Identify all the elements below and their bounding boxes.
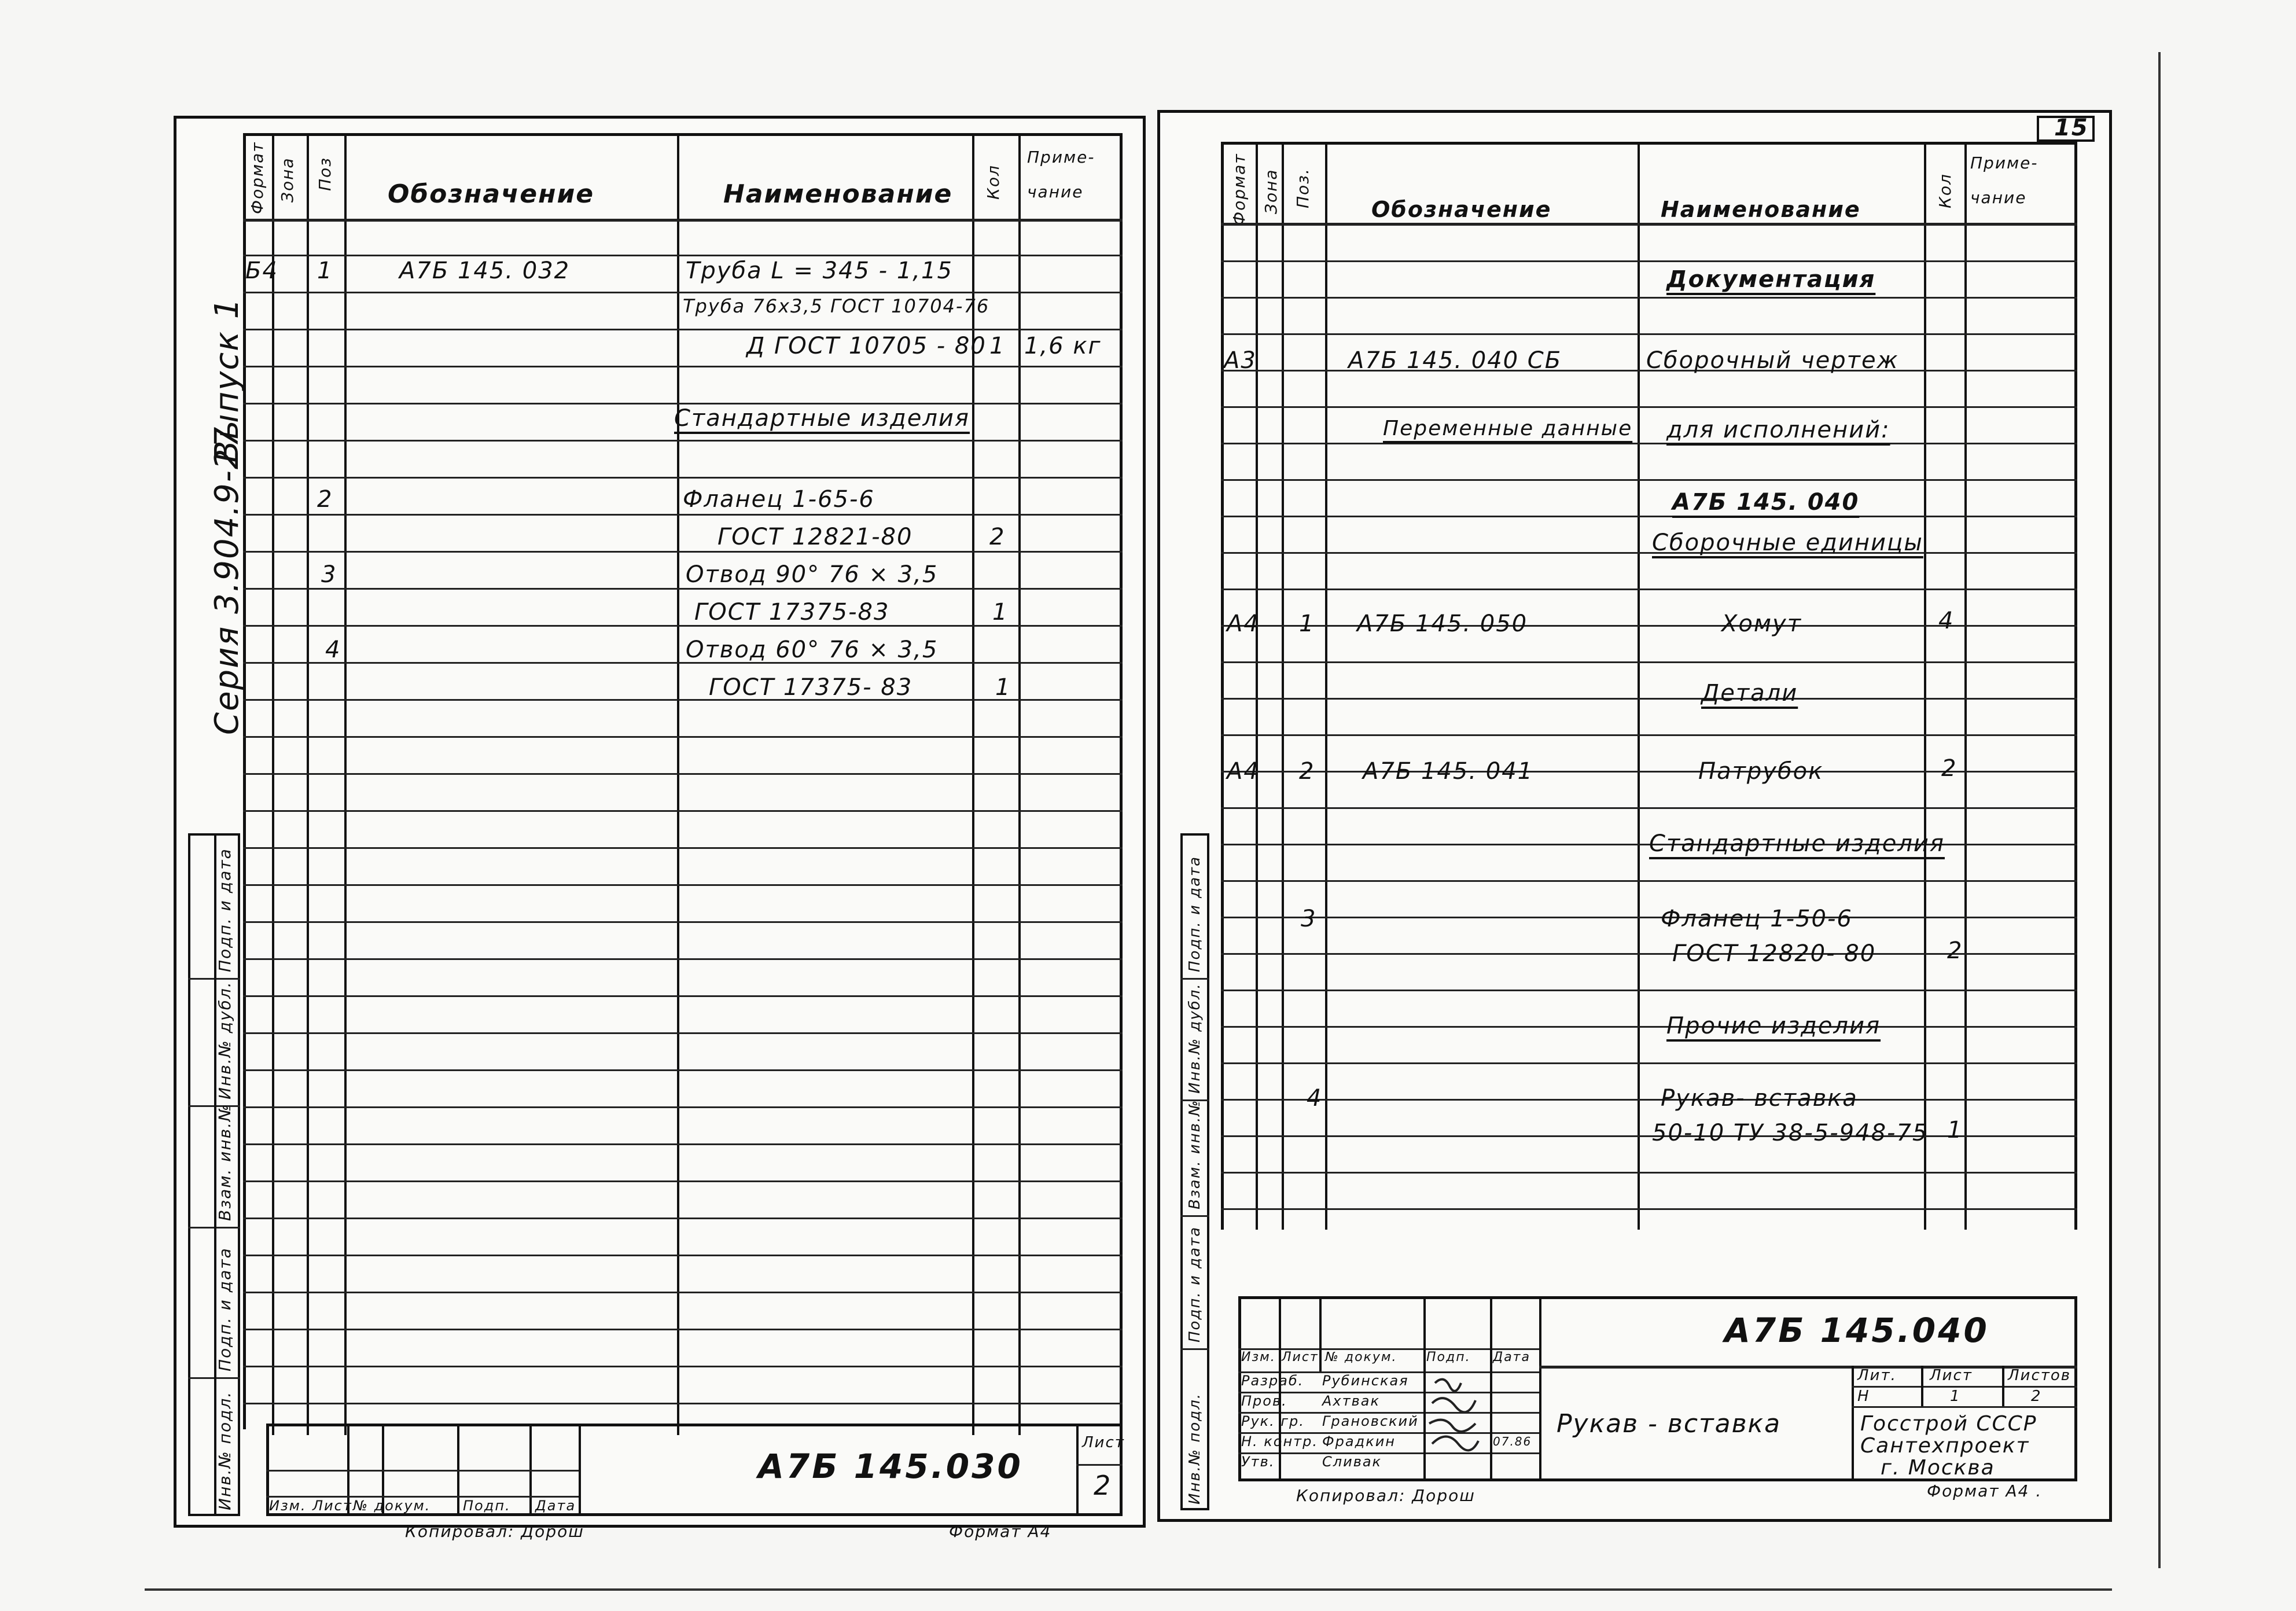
left-tb-podp: Подп. bbox=[463, 1498, 511, 1514]
right-row2-designation: А7Б 145. 040 СБ bbox=[1348, 347, 1562, 374]
row-line bbox=[1221, 1026, 2077, 1028]
right-row8-name: Патрубок bbox=[1698, 758, 1824, 785]
left-section-standard: Стандартные изделия bbox=[674, 405, 970, 432]
right-row13-name: Рукав- вставка bbox=[1661, 1085, 1858, 1112]
left-row1-format: Б4 bbox=[245, 258, 278, 284]
row-line bbox=[243, 1143, 1123, 1145]
left-row3-name: Д ГОСТ 10705 - 80 bbox=[746, 333, 987, 359]
right-listov-value: 2 bbox=[2031, 1388, 2042, 1405]
right-lit-label: Лит. bbox=[1857, 1367, 1897, 1384]
row-line bbox=[243, 1106, 1123, 1108]
row-line bbox=[243, 255, 1123, 256]
row-line bbox=[243, 921, 1123, 923]
right-header-designation: Обозначение bbox=[1371, 197, 1552, 222]
right-name-4: Фрадкин bbox=[1322, 1433, 1396, 1450]
row-line bbox=[243, 551, 1123, 553]
left-tb-data: Дата bbox=[535, 1498, 576, 1514]
right-role-3: Рук. гр. bbox=[1241, 1413, 1305, 1429]
row-line bbox=[1221, 260, 2077, 262]
left-header-note-1: Приме- bbox=[1027, 148, 1095, 167]
left-row7-pos: 3 bbox=[321, 561, 337, 588]
row-line bbox=[1221, 1208, 2077, 1210]
left-row9-pos: 4 bbox=[325, 637, 341, 663]
right-row13-pos: 4 bbox=[1307, 1085, 1323, 1112]
right-doc-number: А7Б 145.040 bbox=[1724, 1311, 1989, 1350]
row-line bbox=[243, 995, 1123, 997]
row-line bbox=[243, 958, 1123, 960]
right-header-qty: Кол bbox=[1936, 173, 1955, 208]
right-row8-format: А4 bbox=[1227, 758, 1260, 785]
right-row11-qty: 2 bbox=[1947, 937, 1963, 964]
left-row1-name: Труба L = 345 - 1,15 bbox=[686, 258, 953, 284]
right-row2-name: Сборочный чертеж bbox=[1646, 347, 1899, 374]
scan-line-bottom bbox=[145, 1588, 2112, 1591]
right-row14-name: 50-10 ТУ 38-5-948-75 bbox=[1652, 1120, 1929, 1146]
right-org-3: г. Москва bbox=[1881, 1456, 1995, 1480]
right-stamp-3: Взам. инв.№ bbox=[1186, 1099, 1204, 1209]
right-role-1: Разраб. bbox=[1241, 1373, 1304, 1389]
left-header-qty: Кол bbox=[984, 164, 1003, 200]
right-org-1: Госстрой СССР bbox=[1860, 1412, 2037, 1436]
right-row3-designation: Переменные данные bbox=[1383, 417, 1633, 440]
row-line bbox=[1221, 917, 2077, 918]
row-line bbox=[243, 1032, 1123, 1034]
row-line bbox=[1221, 880, 2077, 882]
left-sheet-number: 2 bbox=[1094, 1470, 1112, 1501]
row-line bbox=[243, 1180, 1123, 1182]
left-tb-izm: Изм. bbox=[269, 1498, 307, 1514]
left-row8-name: ГОСТ 17375-83 bbox=[694, 599, 890, 626]
row-line bbox=[1221, 333, 2077, 335]
left-stamp-1: Подп. и дата bbox=[215, 848, 234, 972]
left-row2-name: Труба 76х3,5 ГОСТ 10704-76 bbox=[683, 295, 990, 317]
left-stamp-2: Инв.№ дубл. bbox=[215, 981, 234, 1099]
right-row8-pos: 2 bbox=[1299, 758, 1315, 785]
right-header-zone: Зона bbox=[1261, 168, 1281, 214]
right-list-label: Лист bbox=[1930, 1367, 1973, 1384]
row-line bbox=[1221, 1172, 2077, 1174]
right-row3-name: для исполнений: bbox=[1666, 417, 1890, 443]
row-line bbox=[243, 736, 1123, 738]
right-header-format: Формат bbox=[1230, 153, 1249, 226]
row-line bbox=[1221, 990, 2077, 991]
row-line bbox=[1221, 698, 2077, 700]
right-row11-name: ГОСТ 12820- 80 bbox=[1672, 940, 1876, 967]
right-section-docs: Документация bbox=[1666, 266, 1876, 293]
row-line bbox=[243, 1069, 1123, 1071]
left-doc-number: А7Б 145.030 bbox=[758, 1447, 1023, 1486]
left-header-name: Наименование bbox=[723, 179, 953, 209]
right-row6-pos: 1 bbox=[1299, 610, 1315, 637]
right-tb-podp: Подп. bbox=[1426, 1350, 1471, 1364]
right-row6-designation: А7Б 145. 050 bbox=[1357, 610, 1528, 637]
row-line bbox=[243, 662, 1123, 664]
right-tb-list: Лист bbox=[1282, 1350, 1319, 1364]
row-line bbox=[243, 477, 1123, 479]
row-line bbox=[1221, 443, 2077, 444]
left-row6-qty: 2 bbox=[989, 524, 1006, 550]
left-row10-qty: 1 bbox=[995, 674, 1011, 701]
right-section-other: Прочие изделия bbox=[1666, 1013, 1881, 1039]
row-line bbox=[1221, 589, 2077, 590]
row-line bbox=[243, 1403, 1123, 1404]
right-header-name: Наименование bbox=[1661, 197, 1861, 222]
left-row8-qty: 1 bbox=[992, 599, 1009, 626]
row-line bbox=[1221, 479, 2077, 481]
right-copied: Копировал: Дорош bbox=[1296, 1486, 1476, 1505]
right-date-ncontr: 07.86 bbox=[1493, 1435, 1532, 1448]
row-line bbox=[243, 514, 1123, 516]
right-row14-qty: 1 bbox=[1947, 1117, 1963, 1143]
right-org-2: Сантехпроект bbox=[1860, 1434, 2030, 1458]
left-row5-pos: 2 bbox=[317, 486, 333, 513]
row-line bbox=[1221, 406, 2077, 408]
row-line bbox=[243, 1292, 1123, 1293]
left-format: Формат А4 bbox=[949, 1522, 1052, 1541]
row-line bbox=[1221, 1099, 2077, 1101]
row-line bbox=[243, 810, 1123, 812]
right-row10-name: Фланец 1-50-6 bbox=[1661, 906, 1853, 932]
left-header-format: Формат bbox=[248, 141, 267, 214]
right-tb-data: Дата bbox=[1493, 1350, 1530, 1364]
left-header-zone: Зона bbox=[278, 157, 297, 203]
right-header-pos: Поз. bbox=[1293, 168, 1312, 208]
row-line bbox=[243, 1255, 1123, 1256]
row-line bbox=[1221, 661, 2077, 663]
row-line bbox=[1221, 552, 2077, 554]
left-tb-list: Лист bbox=[312, 1498, 352, 1514]
left-row3-note: 1,6 кг bbox=[1024, 333, 1102, 359]
right-page-number: 15 bbox=[2054, 115, 2089, 141]
right-name-1: Рубинская bbox=[1322, 1373, 1409, 1389]
right-header-note-1: Приме- bbox=[1970, 153, 2039, 172]
right-lit-value: Н bbox=[1857, 1388, 1870, 1405]
right-row8-qty: 2 bbox=[1941, 755, 1958, 782]
left-margin-series: Серия 3.904.9-27 bbox=[208, 425, 246, 735]
row-line bbox=[1221, 297, 2077, 299]
left-row3-qty: 1 bbox=[989, 333, 1006, 359]
left-tb-ndoc: № докум. bbox=[353, 1498, 431, 1514]
left-row6-name: ГОСТ 12821-80 bbox=[718, 524, 913, 550]
left-spec-table bbox=[243, 133, 1123, 1429]
right-spec-table bbox=[1221, 142, 2077, 1230]
left-row1-pos: 1 bbox=[317, 258, 333, 284]
left-header-note-2: чание bbox=[1027, 182, 1084, 201]
row-line bbox=[243, 1329, 1123, 1330]
left-row5-name: Фланец 1-65-6 bbox=[683, 486, 875, 513]
row-line bbox=[243, 699, 1123, 701]
right-section-assembly: Сборочные единицы bbox=[1652, 529, 1923, 556]
scan-line-right bbox=[2158, 52, 2161, 1568]
right-section-standard: Стандартные изделия bbox=[1649, 830, 1945, 857]
right-row2-format: А3 bbox=[1224, 347, 1257, 374]
left-sheet-label: Лист bbox=[1082, 1434, 1125, 1451]
right-stamp-1: Подп. и дата bbox=[1186, 855, 1204, 972]
right-section-parts: Детали bbox=[1701, 680, 1798, 707]
right-row6-qty: 4 bbox=[1938, 608, 1955, 634]
left-row9-name: Отвод 60° 76 × 3,5 bbox=[686, 637, 939, 663]
left-row7-name: Отвод 90° 76 × 3,5 bbox=[686, 561, 939, 588]
row-line bbox=[1221, 516, 2077, 517]
right-product-name: Рукав - вставка bbox=[1557, 1409, 1782, 1439]
right-stamp-4: Подп. и дата bbox=[1186, 1226, 1204, 1342]
right-row8-designation: А7Б 145. 041 bbox=[1363, 758, 1534, 785]
right-list-value: 1 bbox=[1950, 1388, 1961, 1405]
right-name-2: Ахтвак bbox=[1322, 1393, 1380, 1409]
row-line bbox=[243, 403, 1123, 404]
right-listov-label: Листов bbox=[2008, 1367, 2071, 1384]
row-line bbox=[243, 292, 1123, 293]
row-line bbox=[243, 366, 1123, 367]
right-format: Формат А4 . bbox=[1927, 1481, 2043, 1500]
left-row1-designation: А7Б 145. 032 bbox=[399, 258, 571, 284]
row-line bbox=[1221, 1062, 2077, 1064]
right-role-2: Пров. bbox=[1241, 1393, 1287, 1409]
right-tb-izm: Изм. bbox=[1241, 1350, 1276, 1364]
left-header-pos: Поз bbox=[315, 156, 334, 191]
left-stamp-4: Подп. и дата bbox=[215, 1247, 234, 1371]
left-stamp-3: Взам. инв.№ bbox=[215, 1103, 234, 1221]
left-row10-name: ГОСТ 17375- 83 bbox=[709, 674, 913, 701]
right-role-4: Н. контр. bbox=[1241, 1433, 1319, 1450]
row-line bbox=[243, 329, 1123, 330]
right-header-note-2: чание bbox=[1970, 188, 2027, 207]
right-row6-format: А4 bbox=[1227, 610, 1260, 637]
right-role-5: Утв. bbox=[1241, 1454, 1275, 1470]
right-row10-pos: 3 bbox=[1301, 906, 1317, 932]
row-line bbox=[243, 440, 1123, 442]
row-line bbox=[243, 847, 1123, 849]
right-tb-ndoc: № докум. bbox=[1325, 1350, 1397, 1364]
row-line bbox=[1221, 734, 2077, 736]
row-line bbox=[243, 773, 1123, 775]
left-margin-issue: Выпуск 1 bbox=[208, 297, 246, 463]
right-stamp-5: Инв.№ подл. bbox=[1186, 1392, 1204, 1505]
row-line bbox=[243, 884, 1123, 886]
right-row4-name: А7Б 145. 040 bbox=[1672, 489, 1860, 516]
left-stamp-5: Инв.№ подл. bbox=[215, 1391, 234, 1510]
row-line bbox=[243, 588, 1123, 590]
signature-marks bbox=[1423, 1371, 1490, 1481]
left-copied: Копировал: Дорош bbox=[405, 1522, 584, 1541]
row-line bbox=[243, 1218, 1123, 1219]
left-header-designation: Обозначение bbox=[388, 179, 595, 209]
right-name-3: Грановский bbox=[1322, 1413, 1419, 1429]
right-row6-name: Хомут bbox=[1721, 610, 1802, 637]
row-line bbox=[243, 1366, 1123, 1367]
row-line bbox=[1221, 807, 2077, 809]
row-line bbox=[243, 625, 1123, 627]
right-stamp-2: Инв.№ дубл. bbox=[1186, 983, 1204, 1094]
right-name-5: Сливак bbox=[1322, 1454, 1382, 1470]
